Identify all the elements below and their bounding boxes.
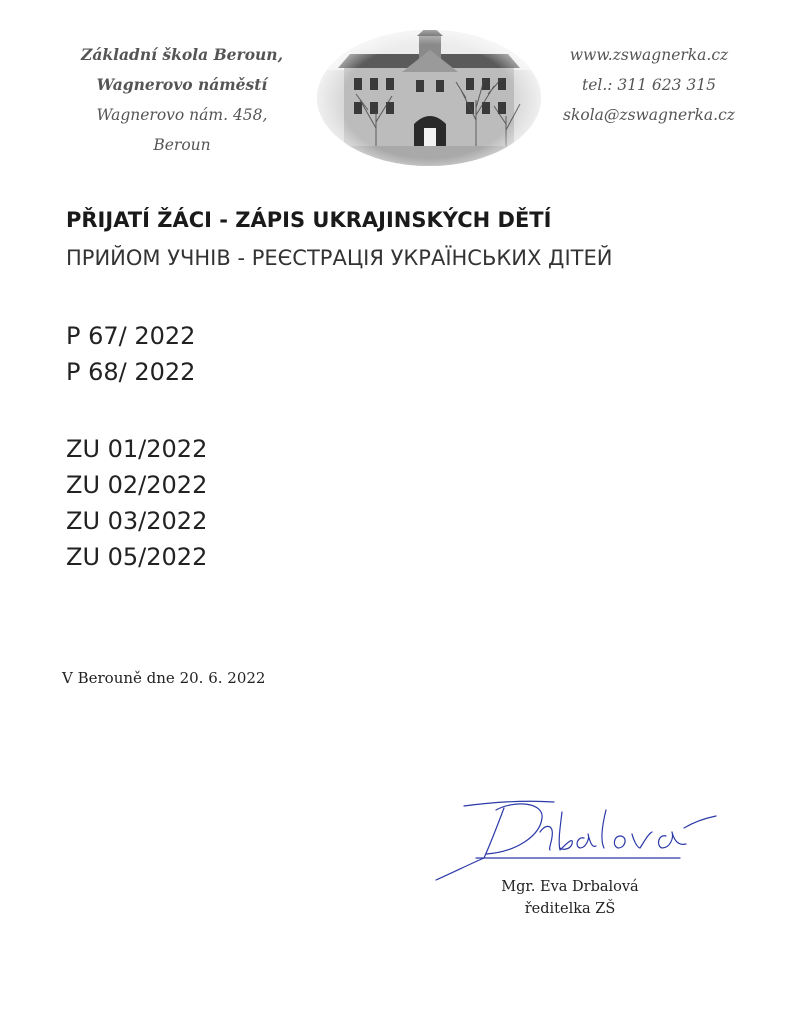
reference-list-zu <box>66 431 207 575</box>
signer-role: ředitelka ZŠ <box>524 901 616 917</box>
signer-block <box>490 876 650 920</box>
school-email: skola@zswagnerka.cz <box>563 106 735 124</box>
reference-number: P 67/ 2022 <box>66 322 196 350</box>
reference-number: ZU 01/2022 <box>66 435 208 463</box>
reference-number: ZU 03/2022 <box>66 507 208 535</box>
reference-list-p <box>66 318 195 390</box>
school-info <box>66 40 298 160</box>
document-title: PŘIJATÍ ŽÁCI - ZÁPIS UKRAJINSKÝCH DĚTÍ <box>66 208 552 232</box>
reference-number: P 68/ 2022 <box>66 358 196 386</box>
school-website: www.zswagnerka.cz <box>569 46 729 64</box>
reference-number: ZU 05/2022 <box>66 543 208 571</box>
signer-name: Mgr. Eva Drbalová <box>501 879 639 895</box>
date-line: V Berouně dne 20. 6. 2022 <box>62 669 266 687</box>
school-name: Základní škola Beroun, <box>81 45 283 64</box>
contact-info <box>556 40 742 130</box>
school-phone: tel.: 311 623 315 <box>581 76 717 94</box>
handwritten-signature <box>434 788 724 888</box>
school-address: Wagnerovo nám. 458, Beroun <box>96 106 268 154</box>
school-building-photo <box>316 20 542 168</box>
document-subtitle: ПРИЙОМ УЧНІВ - РЕЄСТРАЦІЯ УКРАЇНСЬКИХ ДІТЕЙ <box>66 246 613 270</box>
school-subname: Wagnerovo náměstí <box>96 75 268 94</box>
reference-number: ZU 02/2022 <box>66 471 208 499</box>
